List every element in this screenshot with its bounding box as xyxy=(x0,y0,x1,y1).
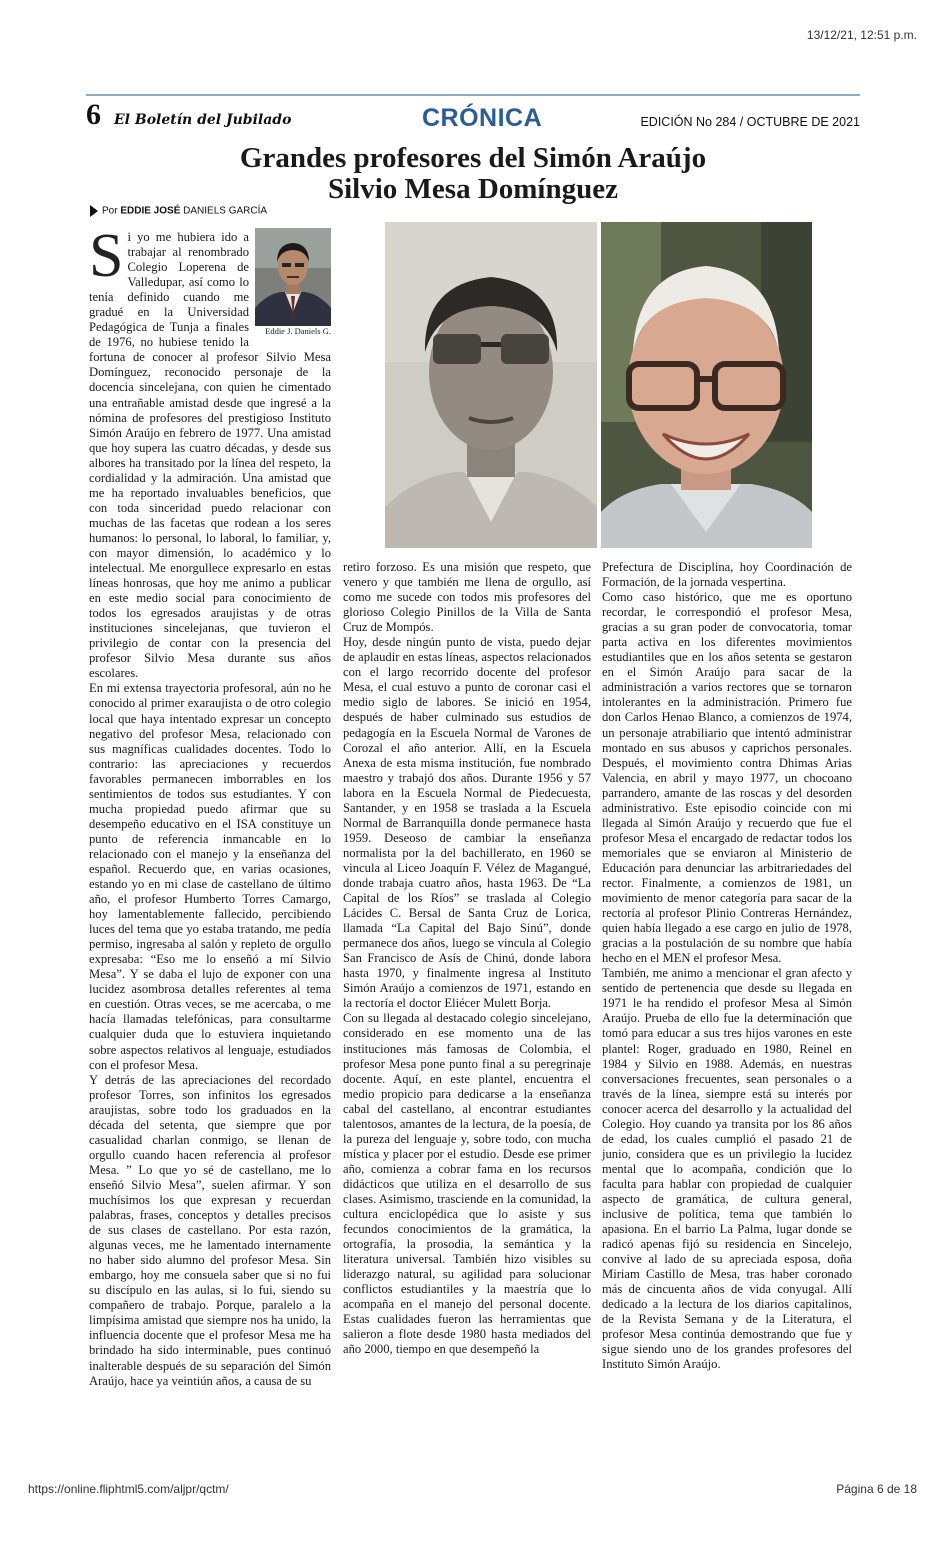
paragraph-text: i yo me hubiera ido a trabajar al renombrado Colegio Loperena de Valledupar, así como lo tenía definido cuando me gradué en la Universidad Pedagógica de Tunja a finales de 1976, no hubiese tenido la fortuna de conocer al profesor Silvio Mesa Domínguez, reconocido personaje de la docencia sincelejana, con quien he cimentado una entrañable amistad desde que ingresé a la nómina de profesores del prestigioso Instituto Simón Araújo en febrero de 1977. Una amistad que hoy supera las cuatro décadas, y desde sus albores ha transitado por la línea del respeto, la cordialidad y la admiración. Una amistad que me ha reportado invaluables beneficios, que con toda sinceridad puedo relacionar con muchas de las facetas que rodean a los seres humanos: lo personal, lo laboral, lo familiar, y, con mayor dimensión, lo académico y lo intelectual. Me enorgullece expresarlo en estas líneas honrosas, que hoy me animo a publicar en este medio social para conocimiento de todos los egresados araujistas y de otras instituciones sincelejanas, que tuvieron el privilegio de contar con la presencia del profesor Silvio Mesa durante sus años escolares. xyxy=(89,230,331,681)
paragraph: Y detrás de las apreciaciones del recordado profesor Torres, son infinitos los egresados araujistas, sobre todo los graduados en la década del setenta, que siempre que por casualidad charlan conmigo, se llenan de orgullo cuando hacen referencia al profesor Mesa. ” Lo que yo sé de castellano, me lo enseñó Silvio Mesa”, suelen afirmar. Y son muchísimos los que expresan y recuerdan palabras, frases, conceptos y detalles precisos de sus clases de castellano. Por esta razón, algunas veces, me he lamentado internamente no haber sido alumno del profesor Mesa. Sin embargo, hoy me consuela saber que si no fui su discípulo en las aulas, si lo fui, siendo su compañero de trabajo. Porque, paralelo a la limpísima amistad que siempre nos ha unido, la influencia docente que el profesor Mesa me ha brindado ha sido interminable, pues continuó inalterable después de su separación del Simón Araújo, hace ya veintiún años, a causa de su xyxy=(89,1072,331,1388)
author-photo xyxy=(255,228,331,340)
section-title: CRÓNICA xyxy=(422,104,543,132)
print-datetime: 13/12/21, 12:51 p.m. xyxy=(806,28,917,42)
page-url: https://online.fliphtml5.com/aljpr/qctm/ xyxy=(28,1482,229,1496)
dropcap: S xyxy=(89,222,124,290)
paragraph: Como caso histórico, que me es oportuno recordar, le correspondió el profesor Mesa, gracias a su gran poder de convocatoria, tomar parta activa en los diferentes movimientos estudiantiles que en los años setenta se gestaron en el Simón Araújo para sacar de la administración a varios rectores que se tornaron intolerantes en la administración. Primero fue don Carlos Henao Blanco, a comienzos de 1974, un personaje atrabiliario que intentó administrar montado en sus abusos y caprichos personales. Después, el movimiento contra Dhimas Arias Valencia, en abril y mayo 1977, un chocoano parrandero, amante de las roscas y del desorden administrativo. Este episodio coincide con mi llegada al Simón Araújo y recuerdo que fue el profesor Mesa el encargado de redactar todos los memoriales que se enviaron al Ministerio de Educación para denunciar las arbitrariedades del rector. Finalmente, a comienzos de 1981, un movimiento de menor categoría para sacar de la rectoría al profesor Plinio Contreras Hernández, quien había llegado a ese cargo en julio de 1978, gracias a la postulación de su nombre que había hecho en el MEN el profesor Mesa. xyxy=(602,590,852,966)
byline-author-first: EDDIE JOSÉ xyxy=(120,205,181,217)
article-column-2 xyxy=(343,560,591,1357)
author-portrait-image xyxy=(255,228,331,326)
byline-author-last: DANIELS GARCÍA xyxy=(180,205,268,217)
paragraph: Con su llegada al destacado colegio sincelejano, considerado en ese momento una de las instituciones más famosas de Colombia, el profesor Mesa pone punto final a su peregrinaje docente. Aquí, en este plantel, encuentra el medio propicio para dedicarse a la enseñanza cabal del castellano, al encontrar estudiantes talentosos, amantes de la lectura, de la poesía, de la pureza del lenguaje y, sobre todo, con mucha mística y placer por el estudio. Desde ese primer año, comienza a cobrar fama en los recursos didácticos que utiliza en el desarrollo de sus clases. Asimismo, trasciende en la comunidad, la cultura enciclopédica que lo asiste y sus fecundos conocimientos de la gramática, la ortografía, la prosodia, la semántica y la literatura universal. También hizo visibles su liderazgo natural, su agilidad para solucionar conflictos estudiantiles y la maestría que lo acompaña en el manejo del personal docente. Estas cualidades fueron las herramientas que salieron a flote desde 1980 hasta mediados del año 2000, tiempo en que desempeñó la xyxy=(343,1011,591,1357)
paragraph: Prefectura de Disciplina, hoy Coordinación de Formación, de la jornada vespertina. xyxy=(602,560,852,590)
historic-portrait-photo xyxy=(385,222,597,548)
paragraph: También, me animo a mencionar el gran afecto y sentido de pertenencia que desde su llegada en 1971 le ha rendido el profesor Mesa al Simón Araújo. Prueba de ello fue la determinación que tomó para educar a sus tres hijos varones en este plantel: Roger, graduado en 1980, Reinel en 1984 y Silvio en 1988. Además, en nuestras conversaciones frecuentes, sean personales o a través de la línea, siempre está su interés por conocer acerca del desarrollo y la actualidad del Colegio. Hoy cuando ya transita por los 86 años de edad, los cuales cumplió el pasado 21 de junio, considera que es un privilegio la lucidez mental que lo acompaña, condición que lo faculta para hablar con propiedad de cualquier aspecto de gramática, de cultura general, inclusive de política, tema que también lo apasiona. En el barrio La Palma, lugar donde se radicó apenas fijó su residencia en Sincelejo, convive al lado de su apreciada esposa, doña Miriam Castillo de Mesa, tras haber coronado más de cincuenta años de vida conyugal. Allí dedicado a la lectura de los diarios capitalinos, de la Revista Semana y de la Literatura, el profesor Mesa continúa demostrando que fue y sigue siendo uno de los grandes profesores del Instituto Simón Araújo. xyxy=(602,966,852,1372)
edition-info: EDICIÓN No 284 / OCTUBRE DE 2021 xyxy=(640,115,860,129)
byline-prefix: Por xyxy=(102,205,121,217)
headline-line-1: Grandes profesores del Simón Araújo xyxy=(239,142,707,174)
recent-portrait-photo xyxy=(601,222,812,548)
page-number: 6 xyxy=(86,98,101,131)
headline-line-2: Silvio Mesa Domínguez xyxy=(328,173,618,205)
paragraph: En mi extensa trayectoria profesoral, aún no he conocido al primer exaraujista o de otro colegio local que haya intentado expresar un concepto negativo del profesor Mesa, relacionado con sus magníficas cualidades docentes. Todo lo contrario: las apreciaciones y recuerdos favorables permanecen imborrables en los sentimientos de todos sus estudiantes. Y con mucha propiedad puedo afirmar que su desempeño educativo en el ISA constituye un punto de referencia inmancable en lo relacionado con el manejo y la enseñanza del español. Recuerdo que, en varias ocasiones, estando yo en mi clase de castellano de último año, el profesor Humberto Torres Camargo, hoy lamentablemente fallecido, percibiendo luces del tema que yo estaba tratando, me pedía permiso, ingresaba al salón y repleto de orgullo expresaba: “Eso me lo enseñó a mí Silvio Mesa”. Y se daba el lujo de exponer con una lucidez asombrosa detalles referentes al tema en cuestión. Otras veces, se me acercaba, o me hacía llamadas telefónicas, para consultarme cualquier duda que lo estuviera inquietando sobre aspectos relativos al lenguaje, estudiados con el profesor Mesa. xyxy=(89,681,331,1072)
author-photo-caption: Eddie J. Daniels G. xyxy=(265,326,331,336)
paragraph: retiro forzoso. Es una misión que respeto, que venero y que también me llena de orgullo, así como me sucede con todos mis profesores del glorioso Colegio Pinillos de la Villa de Santa Cruz de Mompós. xyxy=(343,560,591,635)
article-column-3 xyxy=(602,560,852,1373)
page-indicator: Página 6 de 18 xyxy=(836,1482,917,1496)
byline-arrow-icon xyxy=(90,205,98,217)
article-column-1 xyxy=(89,222,331,1389)
paragraph: Hoy, desde ningún punto de vista, puedo dejar de aplaudir en estas líneas, aspectos relacionados con el largo recorrido docente del profesor Mesa, el cual estuvo a punto de coronar casi el medio siglo de labores. Se inició en 1954, después de haber culminado sus estudios de pedagogía en la Escuela Normal de Varones de Corozal el año anterior. Allí, en la Escuela Anexa de esta misma institución, fue nombrado maestro y trabajó dos años. Durante 1956 y 57 labora en la Escuela Normal de Piedecuesta, Santander, y en 1958 se traslada a la Escuela Normal de Barranquilla donde permanece hasta 1959. Deseoso de cambiar la enseñanza normalista por la del bachillerato, en 1960 se vincula al Liceo Joaquín F. Vélez de Magangué, donde trabaja cuatro años, hasta 1963. De “La Capital de los Ríos” se traslada al Colegio Lácides C. Bersal de Santa Cruz de Lorica, llamada “La Capital del Bajo Sinú”, donde permanece dos años, luego se vincula al Colegio San Francisco de Asís de Chinú, donde labora hasta 1970, y finalmente ingresa al Instituto Simón Araújo a comienzos de 1971, estando en la rectoría el doctor Eliécer Mulett Borja. xyxy=(343,635,591,1011)
masthead xyxy=(86,94,860,138)
byline xyxy=(90,205,267,217)
article-headline xyxy=(86,143,860,205)
publication-name: El Boletín del Jubilado xyxy=(114,112,292,128)
